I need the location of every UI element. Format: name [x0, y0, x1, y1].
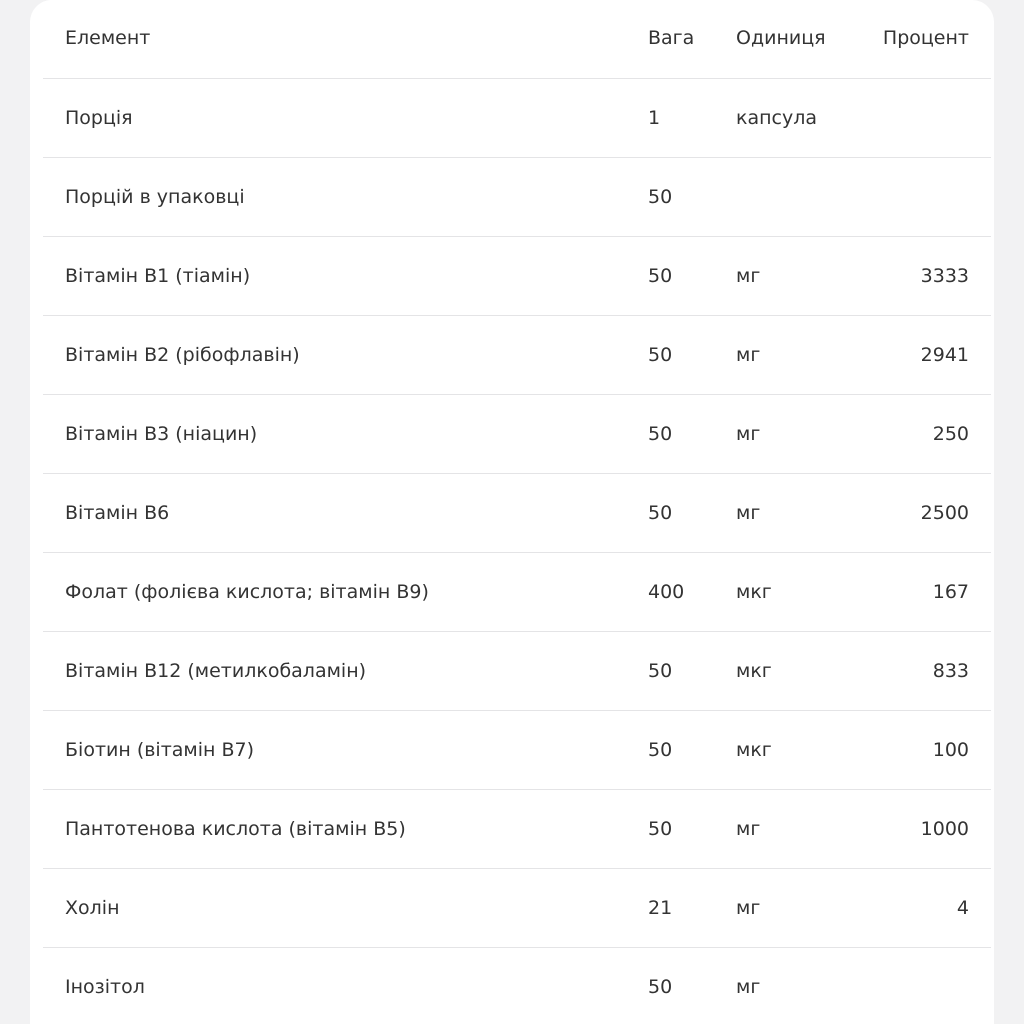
cell-weight: 400	[648, 553, 736, 632]
cell-weight: 50	[648, 158, 736, 237]
cell-weight: 50	[648, 632, 736, 711]
table-row	[43, 395, 991, 474]
column-header-percent: Процент	[839, 0, 991, 79]
cell-weight: 50	[648, 316, 736, 395]
cell-element: Вітамін B2 (рібофлавін)	[43, 316, 648, 395]
cell-unit: мг	[736, 474, 839, 553]
nutrition-table	[43, 0, 991, 1024]
cell-weight: 50	[648, 790, 736, 869]
cell-unit: мкг	[736, 711, 839, 790]
column-header-weight: Вага	[648, 0, 736, 79]
cell-element: Порцій в упаковці	[43, 158, 648, 237]
table-row	[43, 474, 991, 553]
nutrition-card	[30, 0, 994, 1024]
cell-percent	[839, 79, 991, 158]
cell-unit: капсула	[736, 79, 839, 158]
table-row	[43, 237, 991, 316]
cell-unit: мг	[736, 237, 839, 316]
cell-weight: 50	[648, 948, 736, 1024]
column-header-unit: Одиниця	[736, 0, 839, 79]
cell-percent: 2500	[839, 474, 991, 553]
table-body	[43, 79, 991, 1024]
cell-percent: 833	[839, 632, 991, 711]
cell-element: Порція	[43, 79, 648, 158]
cell-element: Вітамін B1 (тіамін)	[43, 237, 648, 316]
cell-percent: 167	[839, 553, 991, 632]
cell-element: Пантотенова кислота (вітамін B5)	[43, 790, 648, 869]
cell-weight: 1	[648, 79, 736, 158]
table-row	[43, 158, 991, 237]
cell-unit: мг	[736, 395, 839, 474]
table-row	[43, 316, 991, 395]
cell-element: Біотин (вітамін B7)	[43, 711, 648, 790]
cell-unit: мг	[736, 948, 839, 1024]
table-row	[43, 711, 991, 790]
cell-percent	[839, 948, 991, 1024]
cell-unit: мкг	[736, 553, 839, 632]
cell-percent: 2941	[839, 316, 991, 395]
table-row	[43, 948, 991, 1024]
table-header-row	[43, 0, 991, 79]
cell-element: Вітамін B6	[43, 474, 648, 553]
cell-unit: мг	[736, 869, 839, 948]
cell-percent: 250	[839, 395, 991, 474]
cell-weight: 50	[648, 237, 736, 316]
cell-element: Інозітол	[43, 948, 648, 1024]
cell-weight: 21	[648, 869, 736, 948]
column-header-element: Елемент	[43, 0, 648, 79]
cell-weight: 50	[648, 711, 736, 790]
cell-percent: 100	[839, 711, 991, 790]
cell-unit: мкг	[736, 632, 839, 711]
table-row	[43, 79, 991, 158]
cell-unit: мг	[736, 316, 839, 395]
cell-element: Холін	[43, 869, 648, 948]
table-header	[43, 0, 991, 79]
cell-unit: мг	[736, 790, 839, 869]
cell-element: Фолат (фолієва кислота; вітамін B9)	[43, 553, 648, 632]
table-row	[43, 869, 991, 948]
cell-percent	[839, 158, 991, 237]
cell-weight: 50	[648, 395, 736, 474]
cell-percent: 4	[839, 869, 991, 948]
table-row	[43, 790, 991, 869]
table-row	[43, 553, 991, 632]
nutrition-table-container	[43, 0, 969, 1024]
cell-element: Вітамін B3 (ніацин)	[43, 395, 648, 474]
cell-element: Вітамін B12 (метилкобаламін)	[43, 632, 648, 711]
cell-weight: 50	[648, 474, 736, 553]
cell-unit	[736, 158, 839, 237]
cell-percent: 1000	[839, 790, 991, 869]
table-row	[43, 632, 991, 711]
cell-percent: 3333	[839, 237, 991, 316]
